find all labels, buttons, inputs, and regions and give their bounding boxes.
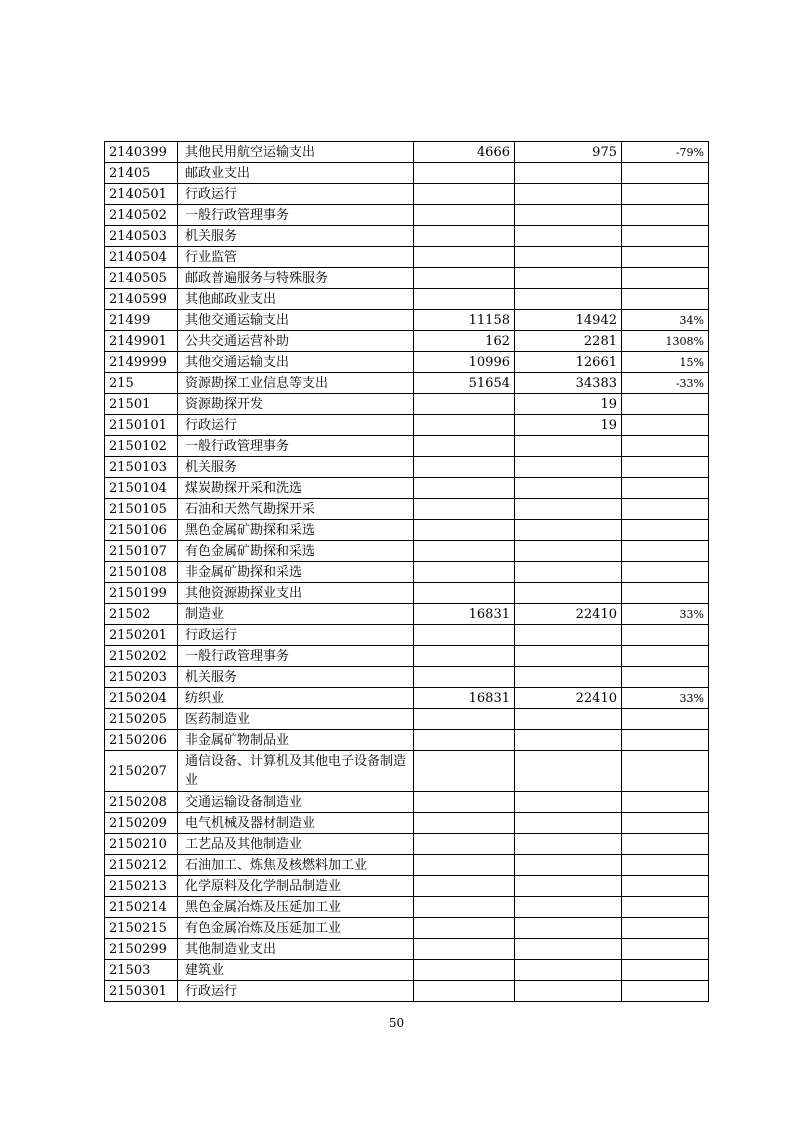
- name-cell: 其他资源勘探业支出: [178, 583, 414, 604]
- value-2022-cell: [414, 226, 515, 247]
- change-percent-cell: [622, 709, 709, 730]
- value-2022-cell: [414, 709, 515, 730]
- table-row: [105, 499, 709, 520]
- name-cell: 机关服务: [178, 457, 414, 478]
- name-cell: 制造业: [178, 604, 414, 625]
- value-2023-cell: [515, 520, 622, 541]
- change-percent-cell: [622, 163, 709, 184]
- table-row: [105, 205, 709, 226]
- table-row: [105, 667, 709, 688]
- name-cell: 一般行政管理事务: [178, 436, 414, 457]
- value-2022-cell: 16831: [414, 604, 515, 625]
- code-cell: 2150202: [105, 646, 178, 667]
- code-cell: 2150206: [105, 730, 178, 751]
- value-2022-cell: [414, 646, 515, 667]
- change-percent-cell: [622, 499, 709, 520]
- change-percent-cell: [622, 247, 709, 268]
- table-row: [105, 855, 709, 876]
- table-row: [105, 834, 709, 855]
- change-percent-cell: [622, 792, 709, 813]
- change-percent-cell: 33%: [622, 604, 709, 625]
- name-cell: 非金属矿物制品业: [178, 730, 414, 751]
- table-row: [105, 373, 709, 394]
- value-2023-cell: [515, 981, 622, 1002]
- table-body: [105, 142, 709, 1002]
- value-2023-cell: [515, 834, 622, 855]
- change-percent-cell: 33%: [622, 688, 709, 709]
- code-cell: 2150203: [105, 667, 178, 688]
- value-2022-cell: [414, 918, 515, 939]
- code-cell: 21501: [105, 394, 178, 415]
- code-cell: 2140504: [105, 247, 178, 268]
- table-row: [105, 352, 709, 373]
- table-row: [105, 289, 709, 310]
- value-2022-cell: [414, 981, 515, 1002]
- value-2023-cell: [515, 897, 622, 918]
- code-cell: 2150207: [105, 751, 178, 792]
- table-row: [105, 436, 709, 457]
- value-2022-cell: [414, 163, 515, 184]
- code-cell: 21502: [105, 604, 178, 625]
- value-2022-cell: [414, 625, 515, 646]
- value-2023-cell: [515, 813, 622, 834]
- value-2022-cell: [414, 457, 515, 478]
- value-2022-cell: [414, 289, 515, 310]
- table-row: [105, 688, 709, 709]
- code-cell: 2150102: [105, 436, 178, 457]
- code-cell: 2150103: [105, 457, 178, 478]
- value-2022-cell: [414, 394, 515, 415]
- value-2022-cell: [414, 583, 515, 604]
- code-cell: 2149901: [105, 331, 178, 352]
- name-cell: 非金属矿勘探和采选: [178, 562, 414, 583]
- value-2022-cell: [414, 667, 515, 688]
- value-2023-cell: [515, 541, 622, 562]
- change-percent-cell: [622, 646, 709, 667]
- table-row: [105, 897, 709, 918]
- value-2022-cell: 10996: [414, 352, 515, 373]
- table-row: [105, 730, 709, 751]
- name-cell: 医药制造业: [178, 709, 414, 730]
- value-2023-cell: [515, 226, 622, 247]
- value-2022-cell: [414, 520, 515, 541]
- code-cell: 215: [105, 373, 178, 394]
- value-2022-cell: 162: [414, 331, 515, 352]
- value-2023-cell: [515, 960, 622, 981]
- change-percent-cell: [622, 205, 709, 226]
- value-2023-cell: 12661: [515, 352, 622, 373]
- table-row: [105, 247, 709, 268]
- code-cell: 2150301: [105, 981, 178, 1002]
- value-2023-cell: [515, 667, 622, 688]
- value-2022-cell: [414, 751, 515, 792]
- code-cell: 2149999: [105, 352, 178, 373]
- value-2022-cell: [414, 730, 515, 751]
- change-percent-cell: [622, 583, 709, 604]
- value-2023-cell: [515, 918, 622, 939]
- change-percent-cell: [622, 394, 709, 415]
- change-percent-cell: -79%: [622, 142, 709, 163]
- table-row: [105, 562, 709, 583]
- name-cell: 有色金属冶炼及压延加工业: [178, 918, 414, 939]
- name-cell: 其他交通运输支出: [178, 310, 414, 331]
- change-percent-cell: 1308%: [622, 331, 709, 352]
- change-percent-cell: -33%: [622, 373, 709, 394]
- value-2022-cell: [414, 415, 515, 436]
- name-cell: 石油加工、炼焦及核燃料加工业: [178, 855, 414, 876]
- value-2023-cell: [515, 436, 622, 457]
- name-cell: 行政运行: [178, 981, 414, 1002]
- table-row: [105, 981, 709, 1002]
- value-2023-cell: [515, 855, 622, 876]
- change-percent-cell: [622, 751, 709, 792]
- value-2023-cell: [515, 163, 622, 184]
- change-percent-cell: [622, 834, 709, 855]
- code-cell: 2150210: [105, 834, 178, 855]
- change-percent-cell: [622, 541, 709, 562]
- change-percent-cell: [622, 855, 709, 876]
- code-cell: 2150214: [105, 897, 178, 918]
- change-percent-cell: [622, 457, 709, 478]
- name-cell: 工艺品及其他制造业: [178, 834, 414, 855]
- value-2022-cell: [414, 499, 515, 520]
- table-row: [105, 520, 709, 541]
- value-2023-cell: [515, 184, 622, 205]
- change-percent-cell: [622, 625, 709, 646]
- name-cell: 行业监管: [178, 247, 414, 268]
- table-row: [105, 184, 709, 205]
- name-cell: 电气机械及器材制造业: [178, 813, 414, 834]
- change-percent-cell: [622, 268, 709, 289]
- name-cell: 资源勘探工业信息等支出: [178, 373, 414, 394]
- table-row: [105, 142, 709, 163]
- name-cell: 其他制造业支出: [178, 939, 414, 960]
- name-cell: 资源勘探开发: [178, 394, 414, 415]
- name-cell: 其他邮政业支出: [178, 289, 414, 310]
- value-2023-cell: [515, 730, 622, 751]
- value-2023-cell: [515, 478, 622, 499]
- change-percent-cell: [622, 918, 709, 939]
- code-cell: 2150215: [105, 918, 178, 939]
- value-2023-cell: 22410: [515, 688, 622, 709]
- code-cell: 2150106: [105, 520, 178, 541]
- value-2023-cell: 14942: [515, 310, 622, 331]
- name-cell: 通信设备、计算机及其他电子设备制造业: [178, 751, 414, 792]
- value-2023-cell: [515, 625, 622, 646]
- table-row: [105, 960, 709, 981]
- code-cell: 2150212: [105, 855, 178, 876]
- value-2023-cell: 34383: [515, 373, 622, 394]
- table-row: [105, 415, 709, 436]
- code-cell: 2150108: [105, 562, 178, 583]
- code-cell: 2150201: [105, 625, 178, 646]
- change-percent-cell: [622, 478, 709, 499]
- code-cell: 2150204: [105, 688, 178, 709]
- value-2023-cell: [515, 646, 622, 667]
- code-cell: 2140502: [105, 205, 178, 226]
- code-cell: 21499: [105, 310, 178, 331]
- value-2023-cell: [515, 289, 622, 310]
- code-cell: 2150104: [105, 478, 178, 499]
- change-percent-cell: [622, 813, 709, 834]
- value-2023-cell: 975: [515, 142, 622, 163]
- code-cell: 2150101: [105, 415, 178, 436]
- value-2023-cell: [515, 751, 622, 792]
- table-row: [105, 709, 709, 730]
- value-2022-cell: [414, 541, 515, 562]
- code-cell: 2150208: [105, 792, 178, 813]
- code-cell: 2150199: [105, 583, 178, 604]
- code-cell: 2150213: [105, 876, 178, 897]
- value-2022-cell: [414, 897, 515, 918]
- name-cell: 行政运行: [178, 415, 414, 436]
- value-2023-cell: [515, 583, 622, 604]
- code-cell: 21405: [105, 163, 178, 184]
- change-percent-cell: [622, 226, 709, 247]
- table-row: [105, 876, 709, 897]
- table-row: [105, 394, 709, 415]
- table-row: [105, 646, 709, 667]
- value-2023-cell: [515, 499, 622, 520]
- change-percent-cell: [622, 562, 709, 583]
- value-2023-cell: [515, 709, 622, 730]
- name-cell: 化学原料及化学制品制造业: [178, 876, 414, 897]
- value-2022-cell: [414, 960, 515, 981]
- name-cell: 邮政普遍服务与特殊服务: [178, 268, 414, 289]
- table-row: [105, 541, 709, 562]
- code-cell: 2150205: [105, 709, 178, 730]
- name-cell: 机关服务: [178, 667, 414, 688]
- table-row: [105, 939, 709, 960]
- name-cell: 机关服务: [178, 226, 414, 247]
- change-percent-cell: [622, 436, 709, 457]
- change-percent-cell: [622, 876, 709, 897]
- change-percent-cell: [622, 730, 709, 751]
- value-2022-cell: [414, 939, 515, 960]
- table-row: [105, 625, 709, 646]
- name-cell: 石油和天然气勘探开采: [178, 499, 414, 520]
- code-cell: 21503: [105, 960, 178, 981]
- value-2022-cell: [414, 855, 515, 876]
- name-cell: 一般行政管理事务: [178, 646, 414, 667]
- change-percent-cell: [622, 897, 709, 918]
- name-cell: 交通运输设备制造业: [178, 792, 414, 813]
- value-2022-cell: [414, 792, 515, 813]
- name-cell: 邮政业支出: [178, 163, 414, 184]
- name-cell: 行政运行: [178, 625, 414, 646]
- change-percent-cell: [622, 415, 709, 436]
- change-percent-cell: [622, 981, 709, 1002]
- value-2023-cell: [515, 562, 622, 583]
- table-row: [105, 310, 709, 331]
- table-row: [105, 604, 709, 625]
- code-cell: 2150209: [105, 813, 178, 834]
- name-cell: 其他民用航空运输支出: [178, 142, 414, 163]
- name-cell: 一般行政管理事务: [178, 205, 414, 226]
- value-2022-cell: [414, 205, 515, 226]
- value-2022-cell: [414, 478, 515, 499]
- name-cell: 黑色金属冶炼及压延加工业: [178, 897, 414, 918]
- name-cell: 煤炭勘探开采和洗选: [178, 478, 414, 499]
- value-2023-cell: 19: [515, 415, 622, 436]
- value-2022-cell: [414, 184, 515, 205]
- change-percent-cell: [622, 939, 709, 960]
- value-2023-cell: [515, 939, 622, 960]
- code-cell: 2140505: [105, 268, 178, 289]
- code-cell: 2140399: [105, 142, 178, 163]
- value-2022-cell: 11158: [414, 310, 515, 331]
- name-cell: 行政运行: [178, 184, 414, 205]
- name-cell: 建筑业: [178, 960, 414, 981]
- value-2023-cell: 22410: [515, 604, 622, 625]
- table-row: [105, 813, 709, 834]
- table-row: [105, 792, 709, 813]
- value-2023-cell: 19: [515, 394, 622, 415]
- value-2022-cell: 51654: [414, 373, 515, 394]
- change-percent-cell: [622, 289, 709, 310]
- value-2023-cell: [515, 268, 622, 289]
- value-2022-cell: [414, 268, 515, 289]
- value-2022-cell: [414, 247, 515, 268]
- value-2022-cell: [414, 834, 515, 855]
- change-percent-cell: [622, 520, 709, 541]
- value-2022-cell: [414, 436, 515, 457]
- table-row: [105, 163, 709, 184]
- code-cell: 2150105: [105, 499, 178, 520]
- code-cell: 2150299: [105, 939, 178, 960]
- code-cell: 2140599: [105, 289, 178, 310]
- value-2023-cell: [515, 792, 622, 813]
- change-percent-cell: 15%: [622, 352, 709, 373]
- budget-table: [104, 141, 709, 1002]
- table-row: [105, 918, 709, 939]
- name-cell: 黑色金属矿勘探和采选: [178, 520, 414, 541]
- change-percent-cell: [622, 184, 709, 205]
- change-percent-cell: [622, 960, 709, 981]
- value-2022-cell: 4666: [414, 142, 515, 163]
- value-2023-cell: [515, 876, 622, 897]
- code-cell: 2140503: [105, 226, 178, 247]
- name-cell: 其他交通运输支出: [178, 352, 414, 373]
- table-row: [105, 583, 709, 604]
- change-percent-cell: [622, 667, 709, 688]
- table-row: [105, 751, 709, 792]
- value-2022-cell: [414, 562, 515, 583]
- value-2022-cell: [414, 876, 515, 897]
- table-row: [105, 226, 709, 247]
- code-cell: 2140501: [105, 184, 178, 205]
- value-2023-cell: 2281: [515, 331, 622, 352]
- value-2023-cell: [515, 247, 622, 268]
- name-cell: 有色金属矿勘探和采选: [178, 541, 414, 562]
- value-2023-cell: [515, 205, 622, 226]
- table-row: [105, 478, 709, 499]
- table-row: [105, 457, 709, 478]
- name-cell: 公共交通运营补助: [178, 331, 414, 352]
- change-percent-cell: 34%: [622, 310, 709, 331]
- value-2022-cell: 16831: [414, 688, 515, 709]
- value-2022-cell: [414, 813, 515, 834]
- table-row: [105, 268, 709, 289]
- code-cell: 2150107: [105, 541, 178, 562]
- table-row: [105, 331, 709, 352]
- page-number: 50: [388, 1016, 405, 1030]
- name-cell: 纺织业: [178, 688, 414, 709]
- value-2023-cell: [515, 457, 622, 478]
